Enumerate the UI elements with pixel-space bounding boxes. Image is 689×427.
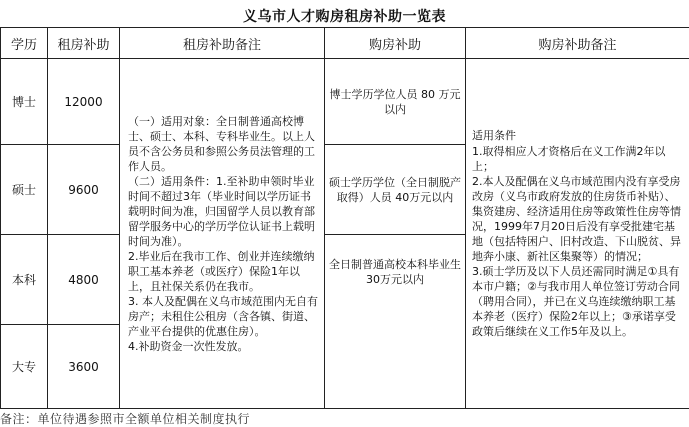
purchase-note-2: 2.本人及配偶在义乌市域范围内没有享受房改房（义乌市政府发放的住房货币补贴）、集资建房、经济适用住房等政策性住房等情况，1999年7月20日后没有享受批建宅基地（包括特困户、旧村改造、下山脱贫、异地奔小康、新社区集聚等）的情况； (472, 175, 681, 263)
header-purchase: 购房补助 (325, 28, 466, 59)
rent-notes-cell (120, 59, 325, 409)
purchase-cell-bachelor: 全日制普通高校本科毕业生 30万元以内 (325, 235, 466, 409)
purchase-note-1: 1.取得相应人才资格后在义工作满2年以上； (472, 145, 666, 173)
footnote: 备注：单位待遇参照市全额单位相关制度执行 (0, 412, 251, 426)
rent-note-2: （二）适用条件：1.至补助申领时毕业时间不超过3年（毕业时间以学历证书载明时间为准，归国留学人员以教育部留学服务中心的学历学位认证书上载明时间为准）。 (128, 174, 315, 248)
rent-note-3: 2.毕业后在我市工作、创业并连续缴纳职工基本养老（或医疗）保险1年以上，且社保关系仍在我市。 (128, 249, 315, 293)
purchase-cell-master: 硕士学历学位（全日制脱产取得）人员 40万元以内 (325, 145, 466, 235)
purchase-notes-heading: 适用条件 (472, 129, 516, 142)
header-purchase-notes: 购房补助备注 (466, 28, 689, 59)
header-degree: 学历 (1, 28, 48, 59)
header-rent-notes: 租房补助备注 (120, 28, 325, 59)
page-title: 义乌市人才购房租房补助一览表 (243, 9, 446, 25)
rent-note-1: （一）适用对象：全日制普通高校博士、硕士、本科、专科毕业生。以上人员不含公务员和参照公务员法管理的工作人员。 (128, 114, 315, 173)
rent-cell: 3600 (48, 325, 120, 409)
purchase-cell-doctor: 博士学历学位人员 80 万元以内 (325, 59, 466, 145)
table-row (1, 59, 689, 145)
purchase-note-3: 3.硕士学历及以下人员还需同时满足①具有本市户籍；②与我市用人单位签订劳动合同（聘用合同），并已在义乌连续缴纳职工基本养老（医疗）保险2年以上；③承诺享受政策后继续在义工作5年及以上。 (472, 265, 680, 338)
purchase-notes-cell (466, 59, 689, 409)
rent-note-5: 4.补助资金一次性发放。 (128, 339, 249, 353)
subsidy-table (0, 27, 689, 409)
degree-cell: 本科 (1, 235, 48, 325)
header-row (1, 28, 689, 59)
rent-cell: 4800 (48, 235, 120, 325)
rent-cell: 12000 (48, 59, 120, 145)
rent-cell: 9600 (48, 145, 120, 235)
degree-cell: 硕士 (1, 145, 48, 235)
rent-note-4: 3. 本人及配偶在义乌市域范围内无自有房产；未租住公租房（含各镇、街道、产业平台提供的优惠住房）。 (128, 294, 318, 338)
degree-cell: 博士 (1, 59, 48, 145)
degree-cell: 大专 (1, 325, 48, 409)
header-rent: 租房补助 (48, 28, 120, 59)
